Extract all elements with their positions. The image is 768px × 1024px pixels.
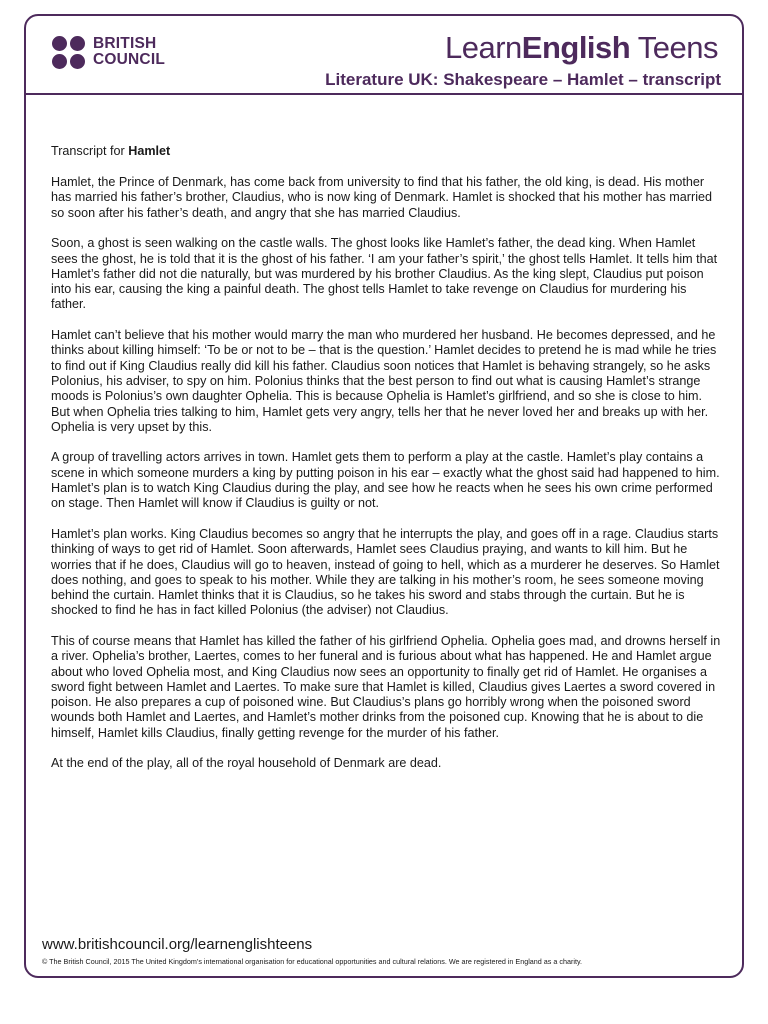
logo-text <box>93 36 165 68</box>
paragraph: Hamlet’s plan works. King Claudius becomes so angry that he interrupts the play, and goes off in a rage. Claudius starts thinking of ways to get rid of Hamlet. Soon afterwards, Hamlet sees Claudius praying, and wants to kill him. But he worries that if he does, Claudius will go to heaven, instead of going to hell, which as a murderer he deserves. So Hamlet does nothing, and goes to speak to his mother. While they are talking in his mother’s room, he sees someone moving behind the curtain. Hamlet thinks that it is Claudius, so he takes his sword and stabs through the curtain. But he is shocked to find he has in fact killed Polonius (the adviser) not Claudius. <box>51 526 720 618</box>
british-council-logo <box>52 36 192 70</box>
paragraph: Hamlet, the Prince of Denmark, has come back from university to find that his father, the old king, is dead. His mother has married his father’s brother, Claudius, who is now king of Denmark. Hamlet is shocked that his mother has married so soon after his father’s death, and angry that she has married Claudius. <box>51 175 712 220</box>
learnenglish-teens-brand <box>445 30 718 66</box>
document-title: Literature UK: Shakespeare – Hamlet – transcript <box>325 70 721 89</box>
lead-title: Hamlet <box>128 144 171 158</box>
brand-learn: Learn <box>444 30 522 65</box>
transcript-body <box>51 144 721 787</box>
footer-url-link[interactable]: www.britishcouncil.org/learnenglishteens <box>42 936 313 953</box>
paragraph: Soon, a ghost is seen walking on the castle walls. The ghost looks like Hamlet’s father, the dead king. When Hamlet sees the ghost, he is told that it is the ghost of his father. ‘I am your father’s spirit,’ the ghost tells Hamlet. It tells him that Hamlet’s father did not die naturally, but was murdered by his brother Claudius. As the king slept, Claudius put poison into his ear, causing the king a painful death. The ghost tells Hamlet to take revenge on Claudius for murdering his father. <box>51 236 718 312</box>
paragraph: At the end of the play, all of the royal household of Denmark are dead. <box>51 756 442 771</box>
paragraph: A group of travelling actors arrives in town. Hamlet gets them to perform a play at the castle. Hamlet’s play contains a scene in which someone murders a king by putting poison in his ear – exactly what the ghost said had happened to him. Hamlet’s plan is to watch King Claudius during the play, and see how he reacts when he sees his own crime performed on stage. Then Hamlet will know if Claudius is guilty or not. <box>51 450 720 511</box>
logo-dots-icon <box>52 36 86 70</box>
paragraph: This of course means that Hamlet has killed the father of his girlfriend Ophelia. Ophelia goes mad, and drowns herself in a river. Ophelia’s brother, Laertes, comes to her funeral and is furious about what has happened. He and Hamlet argue about who loved Ophelia most, and King Claudius now sees an opportunity to finally get rid of Hamlet. He organises a sword fight between Hamlet and Laertes. To make sure that Hamlet is killed, Claudius gives Laertes a sword covered in poison. He also prepares a cup of poisoned wine. But Claudius’s plans go horribly wrong when the poisoned sword wounds both Hamlet and Laertes, and Hamlet’s mother drinks from the poisoned cup. Knowing that he is about to die himself, Hamlet kills Claudius, finally getting revenge for the murder of his father. <box>51 634 721 740</box>
logo-line-1: BRITISH <box>93 35 157 52</box>
lead-prefix: Transcript for <box>51 144 129 158</box>
brand-teens: Teens <box>630 30 718 65</box>
logo-line-2: COUNCIL <box>93 51 166 68</box>
transcript-lead <box>51 144 721 159</box>
brand-english: English <box>521 30 631 65</box>
paragraph: Hamlet can’t believe that his mother would marry the man who murdered her husband. He becomes depressed, and he thinks about killing himself: ‘To be or not to be – that is the question.’ Hamlet decides to pretend he is mad while he tries to find out if King Claudius really did kill his father. Claudius soon notices that Hamlet is behaving strangely, so he asks Polonius, his adviser, to spy on him. Polonius thinks that the best person to find out what is causing Hamlet’s strange moods is Polonius’s own daughter Ophelia. This is because Ophelia is Hamlet’s girlfriend, and so she is close to him. But when Ophelia tries talking to him, Hamlet gets very angry, tells her that he never loved her and breaks up with her. Ophelia is very upset by this. <box>51 328 717 434</box>
header-divider <box>24 93 744 95</box>
footer-copyright: © The British Council, 2015 The United Kingdom’s international organisation for educational opportunities and cultural relations. We are registered in England as a charity. <box>42 957 583 966</box>
